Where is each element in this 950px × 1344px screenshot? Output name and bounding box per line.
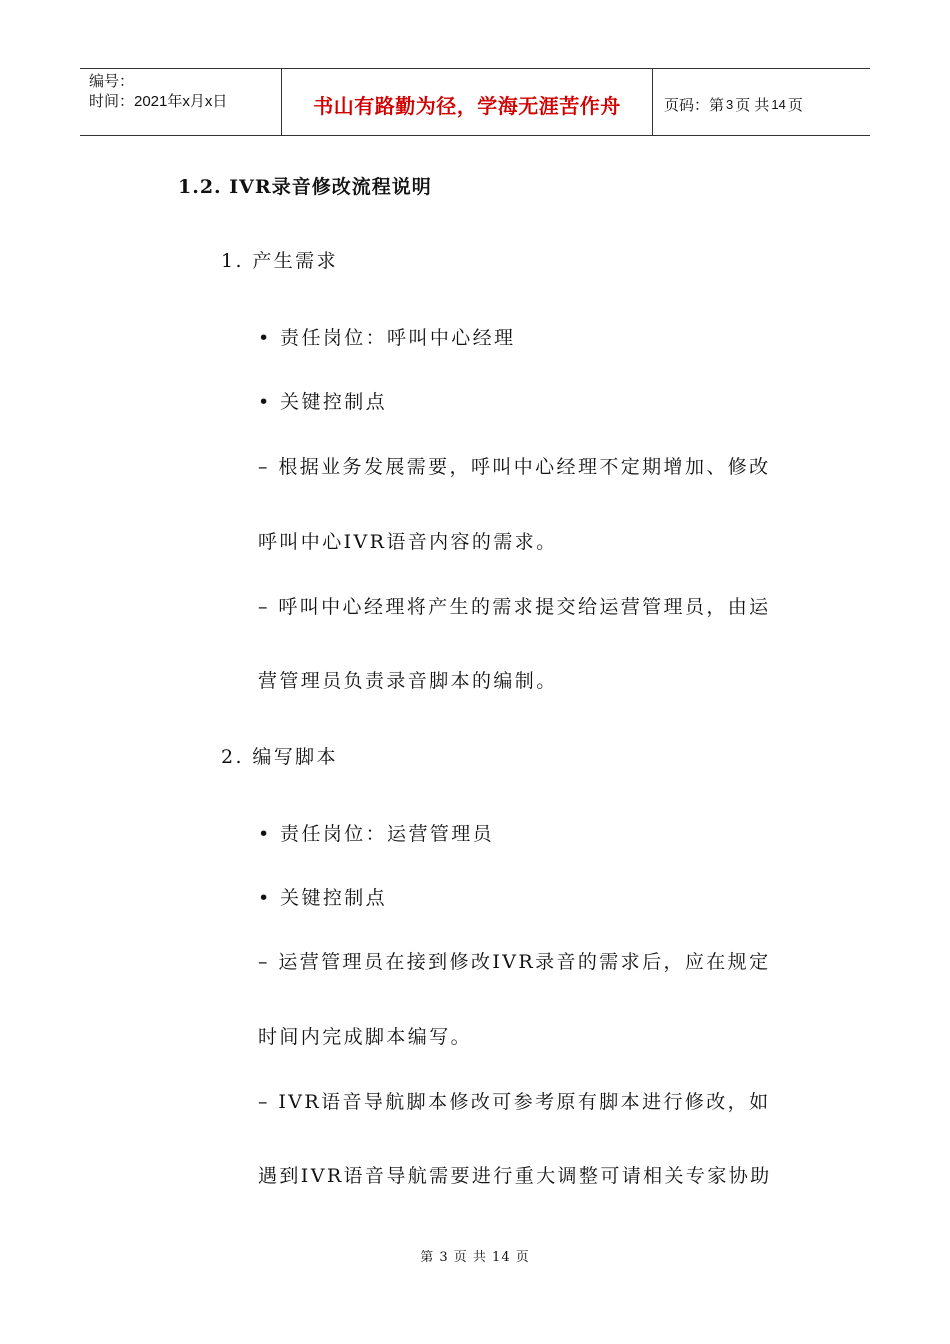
step1-keypoint: • 关键控制点	[258, 391, 388, 413]
header-page-info	[653, 69, 870, 135]
step2-para1-line1: – 运营管理员在接到修改IVR录音的需求后，应在规定	[258, 951, 771, 973]
header-info-cell	[80, 69, 281, 135]
page-prefix: 页码：第	[664, 96, 725, 114]
page-current-number: 3	[726, 96, 734, 112]
header-motto: 书山有路勤为径，学海无涯苦作舟	[281, 69, 653, 135]
page-total-number: 14	[771, 96, 786, 112]
step2-title: 2. 编写脚本	[221, 746, 338, 768]
step2-para2-line2: 遇到IVR语音导航需要进行重大调整可请相关专家协助	[258, 1165, 772, 1187]
step2-para2-line1: – IVR语音导航脚本修改可参考原有脚本进行修改，如	[258, 1091, 771, 1113]
step1-title: 1. 产生需求	[221, 250, 338, 272]
step1-para2-line1: – 呼叫中心经理将产生的需求提交给运营管理员，由运	[258, 596, 771, 618]
page-header	[80, 68, 870, 136]
document-date-label: 时间：2021年x月x日	[89, 93, 228, 110]
step2-keypoint: • 关键控制点	[258, 887, 388, 909]
step1-para2-line2: 营管理员负责录音脚本的编制。	[258, 670, 558, 692]
step1-para1-line1: – 根据业务发展需要，呼叫中心经理不定期增加、修改	[258, 456, 771, 478]
page-footer: 第 3 页 共 14 页	[420, 1250, 530, 1265]
page-suffix: 页	[787, 96, 803, 114]
step1-role: • 责任岗位：呼叫中心经理	[258, 327, 516, 349]
document-number-label: 编号：	[89, 73, 135, 90]
section-heading: 1.2. IVR录音修改流程说明	[178, 176, 432, 198]
step1-para1-line2: 呼叫中心IVR语音内容的需求。	[258, 531, 558, 553]
page-mid: 页 共	[735, 96, 770, 114]
step2-para1-line2: 时间内完成脚本编写。	[258, 1026, 473, 1048]
step2-role: • 责任岗位：运营管理员	[258, 823, 495, 845]
